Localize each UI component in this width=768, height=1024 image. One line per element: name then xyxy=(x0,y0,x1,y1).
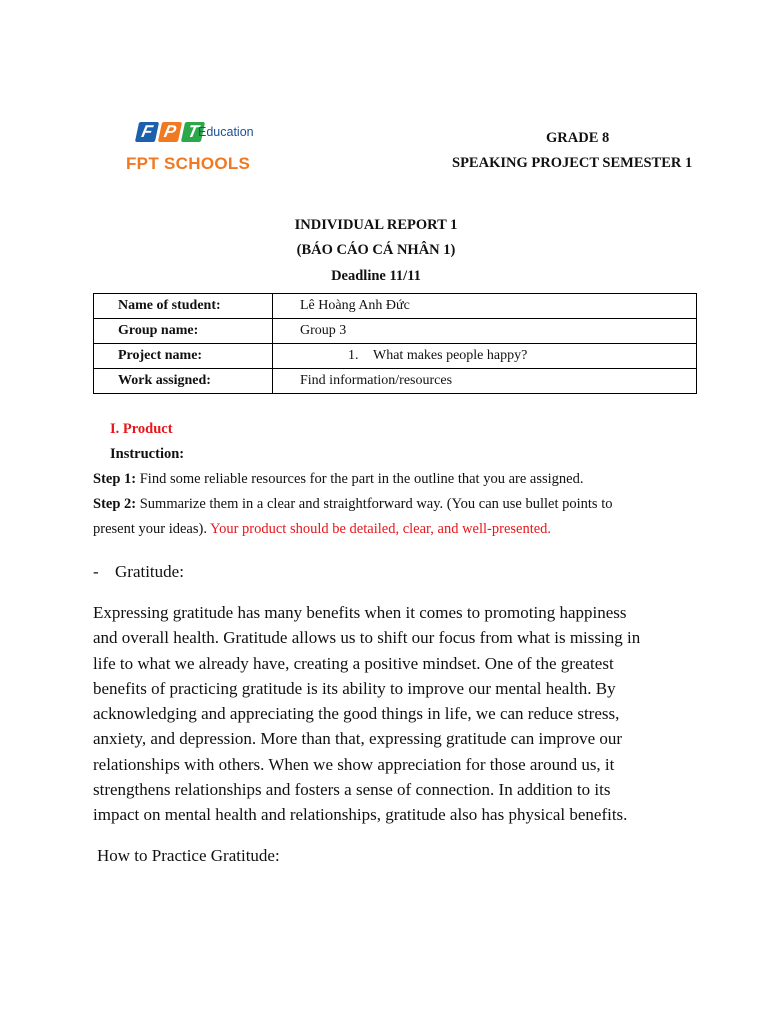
paragraph-line: impact on mental health and relationships, gratitude also has physical benefits. xyxy=(93,805,628,825)
paragraph-line: relationships with others. When we show appreciation for those around us, it xyxy=(93,754,615,774)
table-row xyxy=(94,369,697,394)
project-name-cell xyxy=(273,344,697,369)
row-label: Work assigned: xyxy=(94,369,273,394)
instruction-label: Instruction: xyxy=(110,446,185,462)
step-1-label: Step 1: xyxy=(93,471,137,487)
step-2-highlight: Your product should be detailed, clear, and well-presented. xyxy=(210,521,552,537)
student-info-table xyxy=(93,293,697,394)
report-title-vietnamese: (BÁO CÁO CÁ NHÂN 1) xyxy=(296,242,456,258)
logo-letter-p: P xyxy=(158,122,182,142)
step-1 xyxy=(93,471,583,488)
student-name-value: Lê Hoàng Anh Đức xyxy=(273,294,697,319)
work-assigned-value: Find information/resources xyxy=(273,369,697,394)
paragraph-line: life to what we already have, creating a positive mindset. One of the greatest xyxy=(93,653,614,673)
step-2-text-cont: present your ideas). xyxy=(93,521,211,537)
row-label: Group name: xyxy=(94,319,273,344)
table-row xyxy=(94,294,697,319)
group-name-value: Group 3 xyxy=(273,319,697,344)
bullet-dash: - xyxy=(93,562,99,581)
table-row xyxy=(94,344,697,369)
fpt-logo-mark xyxy=(137,122,206,144)
gratitude-heading xyxy=(93,562,184,582)
paragraph-line: strengthens relationships and fosters a sense of connection. In addition to its xyxy=(93,780,611,800)
paragraph-line: benefits of practicing gratitude is its ability to improve our mental health. By xyxy=(93,678,616,698)
report-title: INDIVIDUAL REPORT 1 xyxy=(294,217,458,233)
paragraph-line: anxiety, and depression. More than that, expressing gratitude can improve our xyxy=(93,729,623,749)
logo-school-name: FPT SCHOOLS xyxy=(126,154,251,173)
paragraph-line: acknowledging and appreciating the good things in life, we can reduce stress, xyxy=(93,704,620,724)
step-1-text: Find some reliable resources for the part in the outline that you are assigned. xyxy=(136,471,584,487)
row-label: Project name: xyxy=(94,344,273,369)
step-2 xyxy=(93,496,612,513)
project-name-value: What makes people happy? xyxy=(373,348,528,363)
step-2-continued xyxy=(93,521,551,538)
project-semester-label: SPEAKING PROJECT SEMESTER 1 xyxy=(452,155,693,171)
logo-education-text: Education xyxy=(198,125,254,139)
report-deadline: Deadline 11/11 xyxy=(331,268,421,284)
step-2-label: Step 2: xyxy=(93,496,137,512)
list-number: 1. xyxy=(348,348,359,363)
row-label: Name of student: xyxy=(94,294,273,319)
logo-letter-f: F xyxy=(135,122,159,142)
table-row xyxy=(94,319,697,344)
logo-letter-t: T xyxy=(181,122,205,142)
product-heading: I. Product xyxy=(110,421,173,437)
fpt-schools-logo xyxy=(126,120,266,176)
how-to-practice-heading: How to Practice Gratitude: xyxy=(97,846,280,865)
paragraph-line: Expressing gratitude has many benefits when it comes to promoting happiness xyxy=(93,603,627,622)
step-2-text: Summarize them in a clear and straightforward way. (You can use bullet points to xyxy=(136,496,613,512)
grade-label: GRADE 8 xyxy=(546,130,610,146)
gratitude-paragraph xyxy=(93,600,693,828)
gratitude-title: Gratitude: xyxy=(115,562,184,581)
paragraph-line: and overall health. Gratitude allows us to shift our focus from what is missing in xyxy=(93,628,641,648)
